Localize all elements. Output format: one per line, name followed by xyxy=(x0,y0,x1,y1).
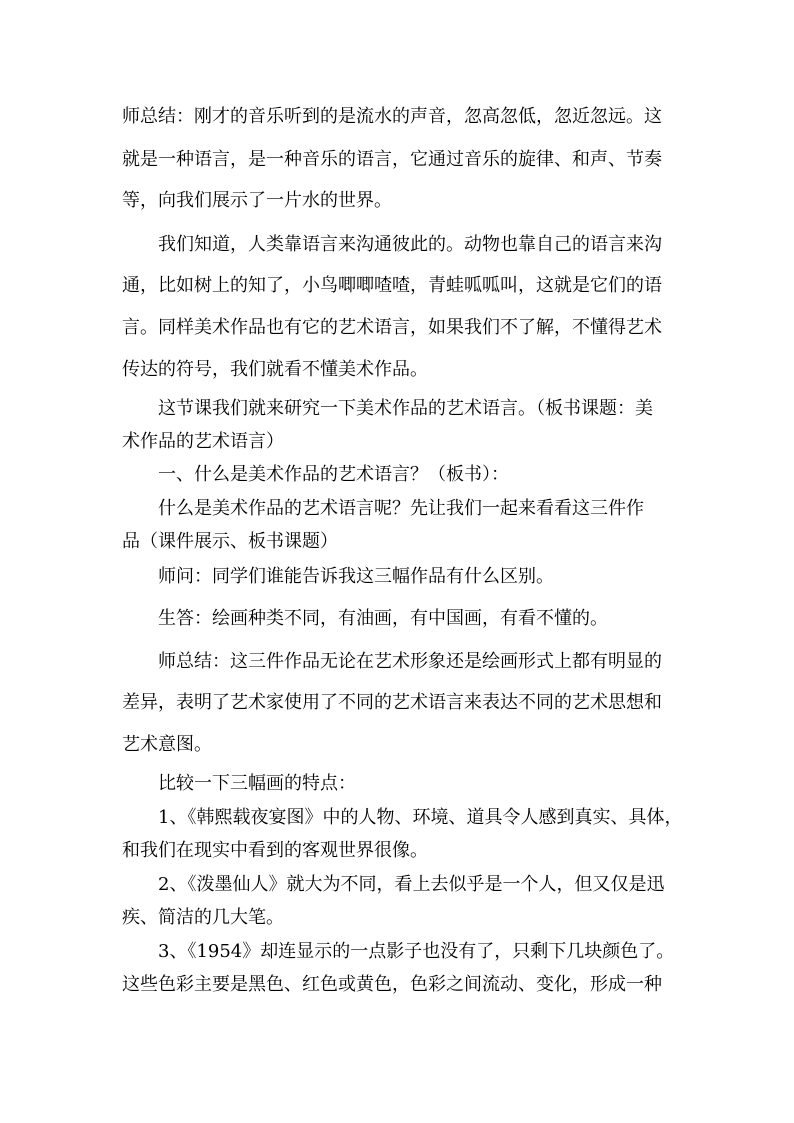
list-item-continuation: 疾、简洁的几大笔。 xyxy=(122,907,284,928)
paragraph-line: 品（课件展示、板书课题） xyxy=(122,531,338,552)
paragraph-line: 师总结：这三件作品无论在艺术形象还是绘画形式上都有明显的 xyxy=(158,651,662,672)
paragraph-line: 术作品的艺术语言） xyxy=(122,431,284,452)
paragraph-line: 比较一下三幅画的特点： xyxy=(158,773,356,794)
list-item: 3、《1954》却连显示的一点影子也没有了，只剩下几块颜色了。 xyxy=(158,941,675,962)
paragraph-line: 传达的符号，我们就看不懂美术作品。 xyxy=(122,359,428,380)
section-heading: 一、什么是美术作品的艺术语言？（板书）： xyxy=(158,464,509,485)
paragraph-line: 师问：同学们谁能告诉我这三幅作品有什么区别。 xyxy=(158,566,554,587)
list-item-continuation: 这些色彩主要是黑色、红色或黄色，色彩之间流动、变化，形成一种 xyxy=(122,974,662,995)
paragraph-line: 通，比如树上的知了，小鸟唧唧喳喳，青蛙呱呱叫，这就是它们的语 xyxy=(122,275,662,296)
paragraph-line: 就是一种语言，是一种音乐的语言，它通过音乐的旋律、和声、节奏 xyxy=(122,149,662,170)
list-item-continuation: 和我们在现实中看到的客观世界很像。 xyxy=(122,840,428,861)
paragraph-line: 什么是美术作品的艺术语言呢？先让我们一起来看看这三件作 xyxy=(158,498,644,519)
paragraph-line: 艺术意图。 xyxy=(122,734,212,755)
paragraph-line: 言。同样美术作品也有它的艺术语言，如果我们不了解，不懂得艺术 xyxy=(122,317,662,338)
paragraph-line: 生答：绘画种类不同，有油画，有中国画，有看不懂的。 xyxy=(158,608,608,629)
paragraph-line: 差异，表明了艺术家使用了不同的艺术语言来表达不同的艺术思想和 xyxy=(122,692,662,713)
paragraph-line: 师总结：刚才的音乐听到的是流水的声音，忽高忽低，忽近忽远。这 xyxy=(122,106,662,127)
paragraph-line: 我们知道，人类靠语言来沟通彼此的。动物也靠自己的语言来沟 xyxy=(158,234,662,255)
paragraph-line: 这节课我们就来研究一下美术作品的艺术语言。（板书课题：美 xyxy=(158,398,653,419)
list-item: 2、《泼墨仙人》就大为不同，看上去似乎是一个人，但又仅是迅 xyxy=(158,874,665,895)
paragraph-line: 等，向我们展示了一片水的世界。 xyxy=(122,190,392,211)
list-item: 1、《韩熙载夜宴图》中的人物、环境、道具令人感到真实、具体， xyxy=(158,807,682,828)
